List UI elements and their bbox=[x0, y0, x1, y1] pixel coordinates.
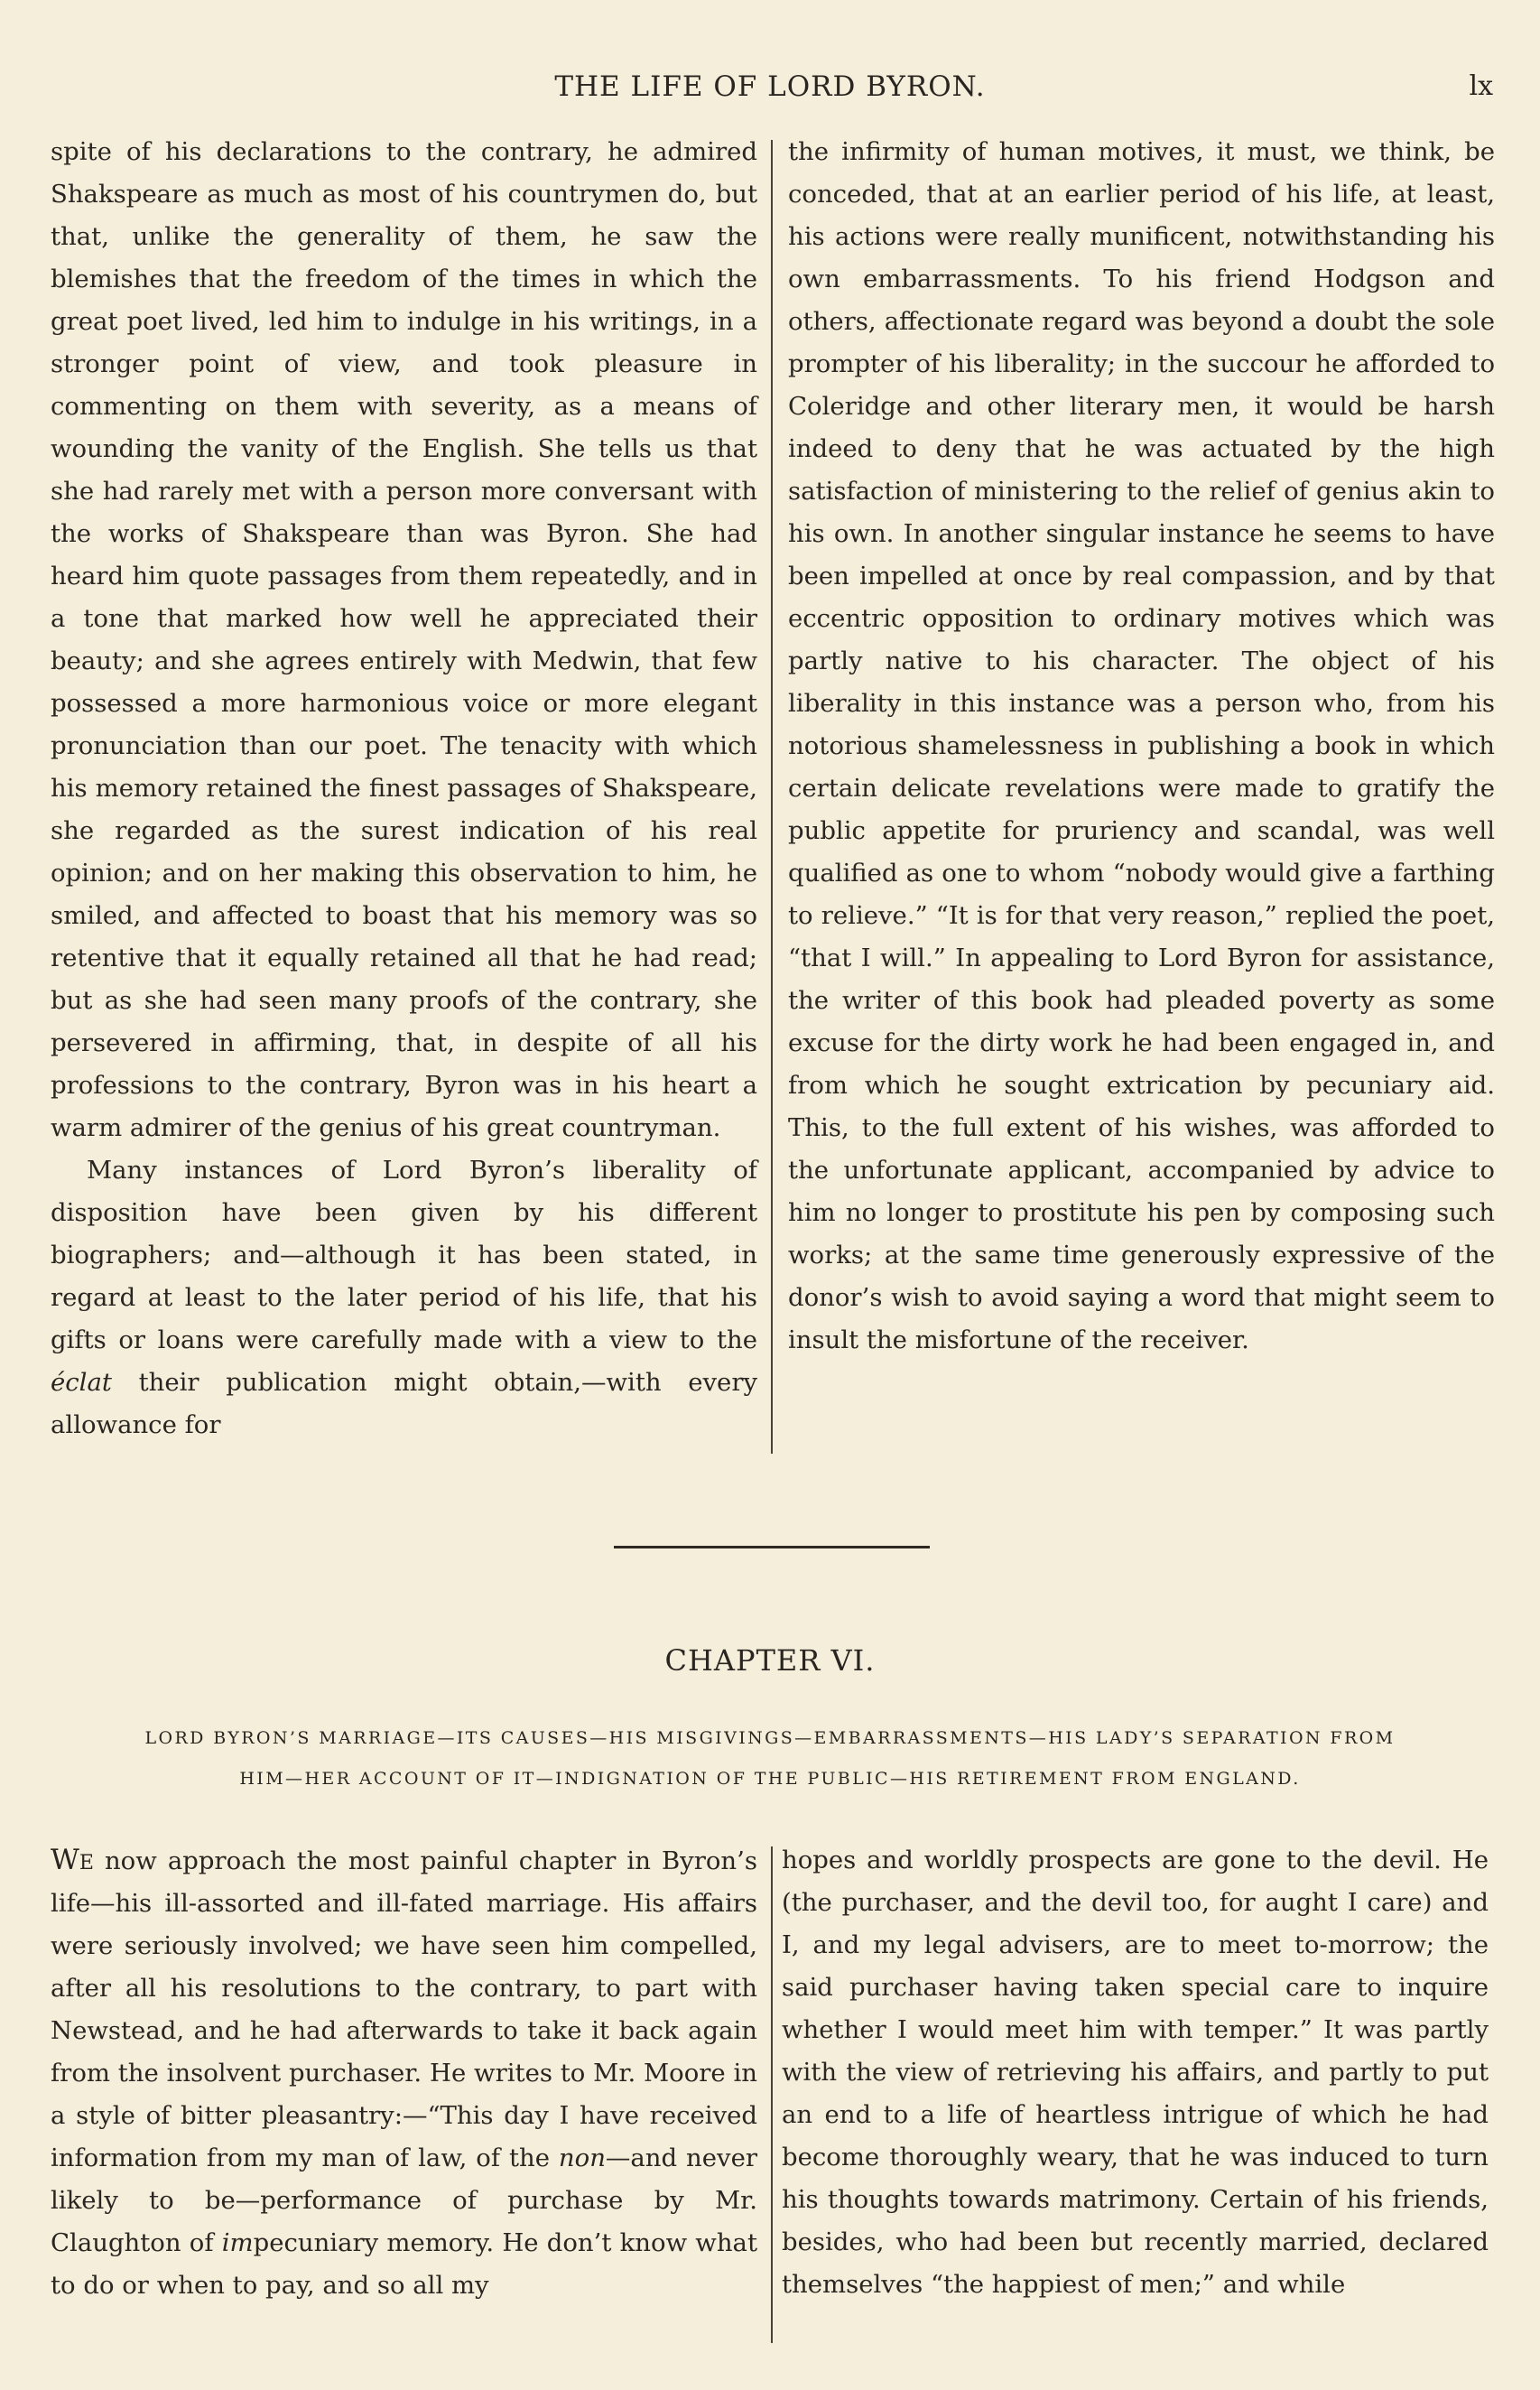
text-run: their publication might obtain,—with every allowance for bbox=[51, 1368, 757, 1439]
text-run: Many instances of Lord Byron’s liberality of disposition have been given by his different biographers; and—although it has been stated, in regard at least to the later period of his life, that his gifts or loans were carefully made with a view to the bbox=[51, 1156, 757, 1354]
italic-word: non bbox=[558, 2144, 606, 2172]
top-left-column bbox=[51, 131, 757, 1446]
page-number: lx bbox=[1469, 70, 1493, 102]
italic-prefix: im bbox=[221, 2228, 254, 2257]
bottom-left-column bbox=[51, 1839, 757, 2307]
chapter-summary bbox=[51, 1718, 1489, 1799]
column-divider bbox=[771, 140, 773, 1454]
paragraph: hopes and worldly prospects are gone to the devil. He (the purchaser, and the devil too, for aught I care) and I, and my legal advisers, are to meet to-morrow; the said purchaser having taken special care to inquire whether I would meet him with temper.” It was partly with the view of retrieving his affairs, and partly to put an end to a life of heartless intrigue of which he had become thoroughly weary, that he was induced to turn his thoughts towards matrimony. Certain of his friends, besides, who had been but recently married, declared themselves “the happiest of men;” and while bbox=[782, 1846, 1489, 2299]
section-separator bbox=[614, 1546, 930, 1548]
top-right-column bbox=[788, 131, 1495, 1362]
bottom-right-column bbox=[782, 1839, 1489, 2306]
running-title: THE LIFE OF LORD BYRON. bbox=[554, 70, 986, 103]
text-run: pecuniary memory. He don’t know what to do or when to pay, and so all my bbox=[51, 2228, 758, 2300]
paragraph bbox=[51, 1839, 757, 2307]
summary-line: HIM—HER ACCOUNT OF IT—INDIGNATION OF THE PUBLIC—HIS RETIREMENT FROM ENGLAND. bbox=[239, 1769, 1301, 1789]
text-run: now approach the most painful chapter in Byron’s life—his ill-assorted and ill-fated marriage. His affairs were seriously involved; we have seen him compelled, after all his resolutions to the contrary, to part with Newstead, and he had afterwards to take it back again from the insolvent purchaser. He writes to Mr. Moore in a style of bitter pleasantry:—“This day I have received information from my man of law, of the bbox=[51, 1846, 757, 2172]
paragraph bbox=[51, 1149, 757, 1446]
opening-word: We bbox=[51, 1844, 94, 1876]
text-run: —and never likely to be—performance of purchase by Mr. Claughton of bbox=[51, 2144, 757, 2257]
italic-word: éclat bbox=[51, 1368, 112, 1397]
column-divider bbox=[771, 1846, 773, 2343]
paragraph: the infirmity of human motives, it must, we think, be conceded, that at an earlier period of his life, at least, his actions were really munificent, notwithstanding his own embarrassments. To his friend Hodgson and others, affectionate regard was beyond a doubt the sole prompter of his liberality; in the succour he afforded to Coleridge and other literary men, it would be harsh indeed to deny that he was actuated by the high satisfaction of ministering to the relief of genius akin to his own. In another singular instance he seems to have been impelled at once by real compassion, and by that eccentric opposition to ordinary motives which was partly native to his character. The object of his liberality in this instance was a person who, from his notorious shamelessness in publishing a book in which certain delicate revelations were made to gratify the public appetite for pruriency and scandal, was well qualified as one to whom “nobody would give a farthing to relieve.” “It is for that very reason,” replied the poet, “that I will.” In appealing to Lord Byron for assistance, the writer of this book had pleaded poverty as some excuse for the dirty work he had been engaged in, and from which he sought extrication by pecuniary aid. This, to the full extent of his wishes, was afforded to the unfortunate applicant, accompanied by advice to him no longer to prostitute his pen by composing such works; at the same time generously expressive of the donor’s wish to avoid saying a word that might seem to insult the misfortune of the receiver. bbox=[788, 137, 1495, 1354]
paragraph: spite of his declarations to the contrary, he admired Shakspeare as much as most of his countrymen do, but that, unlike the generality of them, he saw the blemishes that the freedom of the times in which the great poet lived, led him to indulge in his writings, in a stronger point of view, and took pleasure in commenting on them with severity, as a means of wounding the vanity of the English. She tells us that she had rarely met with a person more conversant with the works of Shakspeare than was Byron. She had heard him quote passages from them repeatedly, and in a tone that marked how well he appreciated their beauty; and she agrees entirely with Medwin, that few possessed a more harmonious voice or more elegant pronunciation than our poet. The tenacity with which his memory retained the finest passages of Shakspeare, she regarded as the surest indication of his real opinion; and on her making this observation to him, he smiled, and affected to boast that his memory was so retentive that it equally retained all that he had read; but as she had seen many proofs of the contrary, she persevered in affirming, that, in despite of all his professions to the contrary, Byron was in his heart a warm admirer of the genius of his great countryman. bbox=[51, 137, 757, 1142]
summary-line: LORD BYRON’S MARRIAGE—ITS CAUSES—HIS MISGIVINGS—EMBARRASSMENTS—HIS LADY’S SEPARATION FROM bbox=[144, 1728, 1396, 1748]
running-head bbox=[0, 70, 1540, 107]
chapter-title: CHAPTER VI. bbox=[664, 1643, 876, 1678]
